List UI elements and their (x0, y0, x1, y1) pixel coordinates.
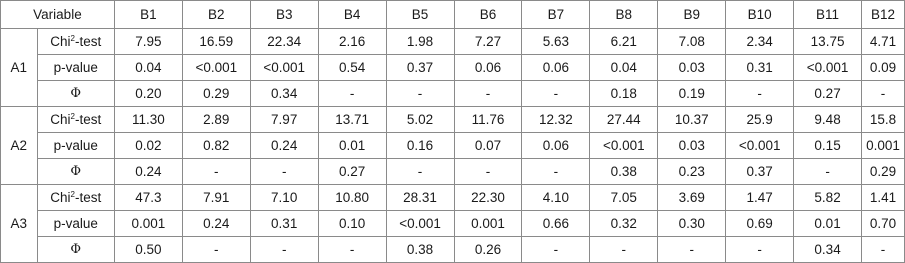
table-cell: <0.001 (794, 55, 862, 81)
table-cell: 0.70 (862, 211, 905, 237)
table-cell: 2.89 (182, 107, 250, 133)
table-cell: - (658, 237, 726, 263)
chi-superscript: 2 (70, 33, 75, 43)
table-cell: - (522, 81, 590, 107)
table-cell: 7.10 (250, 185, 318, 211)
table-cell: - (794, 159, 862, 185)
table-cell: 0.04 (590, 55, 658, 81)
table-cell: 7.91 (182, 185, 250, 211)
table-cell: 10.80 (318, 185, 386, 211)
table-cell: 0.18 (590, 81, 658, 107)
column-header: B10 (726, 1, 794, 29)
table-cell: 0.24 (250, 133, 318, 159)
chi-suffix: -test (74, 33, 102, 49)
column-header: B12 (862, 1, 905, 29)
column-header: B2 (182, 1, 250, 29)
column-header: B11 (794, 1, 862, 29)
metric-label-p-value: p-value (37, 211, 114, 237)
table-cell: 0.01 (318, 133, 386, 159)
phi-row (1, 159, 905, 185)
table-cell: 0.10 (318, 211, 386, 237)
table-cell: 0.82 (182, 133, 250, 159)
table-cell: 7.27 (454, 29, 522, 55)
table-cell: 0.09 (862, 55, 905, 81)
table-cell: 0.34 (250, 81, 318, 107)
table-cell: 0.24 (114, 159, 182, 185)
table-cell: 3.69 (658, 185, 726, 211)
table-cell: - (386, 81, 454, 107)
table-cell: 47.3 (114, 185, 182, 211)
table-cell: - (182, 237, 250, 263)
table-cell: 0.66 (522, 211, 590, 237)
table-cell: 0.29 (182, 81, 250, 107)
table-cell: 25.9 (726, 107, 794, 133)
table-cell: 0.19 (658, 81, 726, 107)
table-cell: - (726, 81, 794, 107)
metric-label-phi: Φ (37, 237, 114, 263)
column-header: B5 (386, 1, 454, 29)
table-cell: 1.98 (386, 29, 454, 55)
table-cell: 1.47 (726, 185, 794, 211)
table-cell: - (386, 159, 454, 185)
phi-row (1, 81, 905, 107)
table-cell: 2.34 (726, 29, 794, 55)
table-cell: 0.29 (862, 159, 905, 185)
metric-label-phi: Φ (37, 159, 114, 185)
table-cell: 0.38 (590, 159, 658, 185)
table-cell: - (862, 81, 905, 107)
table-cell: <0.001 (250, 55, 318, 81)
table-cell: - (590, 237, 658, 263)
table-cell: 0.02 (114, 133, 182, 159)
table-cell: 0.27 (318, 159, 386, 185)
table-cell: 0.69 (726, 211, 794, 237)
table-cell: 12.32 (522, 107, 590, 133)
column-header: B3 (250, 1, 318, 29)
table-cell: 0.06 (454, 55, 522, 81)
chi-square-row (1, 29, 905, 55)
chi-square-row (1, 107, 905, 133)
table-cell: 0.15 (794, 133, 862, 159)
table-cell: 0.20 (114, 81, 182, 107)
table-cell: - (182, 159, 250, 185)
table-cell: - (862, 237, 905, 263)
table-cell: 10.37 (658, 107, 726, 133)
table-cell: 13.75 (794, 29, 862, 55)
table-cell: - (522, 237, 590, 263)
table-cell: <0.001 (726, 133, 794, 159)
metric-label-chi-square (37, 107, 114, 133)
table-cell: 0.06 (522, 55, 590, 81)
table-cell: 22.34 (250, 29, 318, 55)
table-cell: - (726, 237, 794, 263)
table-cell: 5.82 (794, 185, 862, 211)
table-cell: 0.27 (794, 81, 862, 107)
table-cell: - (454, 81, 522, 107)
chi-superscript: 2 (70, 189, 75, 199)
column-header: B9 (658, 1, 726, 29)
table-cell: - (250, 237, 318, 263)
table-cell: 0.34 (794, 237, 862, 263)
table-cell: 7.08 (658, 29, 726, 55)
table-cell: 0.37 (726, 159, 794, 185)
table-cell: 0.03 (658, 133, 726, 159)
table-cell: 22.30 (454, 185, 522, 211)
table-cell: 0.01 (794, 211, 862, 237)
table-cell: <0.001 (182, 55, 250, 81)
column-header: B4 (318, 1, 386, 29)
metric-label-phi: Φ (37, 81, 114, 107)
metric-label-p-value: p-value (37, 55, 114, 81)
table-cell: <0.001 (386, 211, 454, 237)
table-cell: 0.001 (862, 133, 905, 159)
table-cell: 0.07 (454, 133, 522, 159)
chi-square-row (1, 185, 905, 211)
table-cell: 7.05 (590, 185, 658, 211)
table-cell: 0.23 (658, 159, 726, 185)
table-cell: 4.71 (862, 29, 905, 55)
table-cell: 27.44 (590, 107, 658, 133)
table-cell: 0.38 (386, 237, 454, 263)
metric-label-p-value: p-value (37, 133, 114, 159)
table-cell: <0.001 (590, 133, 658, 159)
table-cell: 16.59 (182, 29, 250, 55)
p-value-row (1, 211, 905, 237)
table-cell: 13.71 (318, 107, 386, 133)
table-cell: 11.30 (114, 107, 182, 133)
table-cell: 1.41 (862, 185, 905, 211)
table-cell: 0.04 (114, 55, 182, 81)
column-header: B6 (454, 1, 522, 29)
table-cell: 5.02 (386, 107, 454, 133)
chi-prefix: Chi (50, 111, 71, 127)
table-cell: 0.06 (522, 133, 590, 159)
table-cell: 0.32 (590, 211, 658, 237)
p-value-row (1, 133, 905, 159)
header-row (1, 1, 905, 29)
table-cell: 0.001 (454, 211, 522, 237)
table-cell: 0.24 (182, 211, 250, 237)
p-value-row (1, 55, 905, 81)
table-cell: 7.95 (114, 29, 182, 55)
chi-superscript: 2 (70, 111, 75, 121)
table-cell: 0.37 (386, 55, 454, 81)
chi-prefix: Chi (50, 33, 71, 49)
table-cell: 9.48 (794, 107, 862, 133)
chi-suffix: -test (74, 111, 102, 127)
column-header: B7 (522, 1, 590, 29)
table-cell: - (250, 159, 318, 185)
variable-header: Variable (1, 1, 115, 29)
table-cell: 0.16 (386, 133, 454, 159)
table-cell: 0.30 (658, 211, 726, 237)
table-cell: 0.001 (114, 211, 182, 237)
table-cell: 4.10 (522, 185, 590, 211)
metric-label-chi-square (37, 29, 114, 55)
chi-suffix: -test (74, 189, 102, 205)
table-cell: 0.50 (114, 237, 182, 263)
column-header: B8 (590, 1, 658, 29)
group-label: A3 (1, 185, 38, 263)
table-cell: 6.21 (590, 29, 658, 55)
phi-row (1, 237, 905, 263)
table-cell: - (454, 159, 522, 185)
metric-label-chi-square (37, 185, 114, 211)
table-cell: - (318, 81, 386, 107)
table-cell: - (318, 237, 386, 263)
table-body (1, 29, 905, 263)
group-label: A2 (1, 107, 38, 185)
table-cell: 2.16 (318, 29, 386, 55)
table-cell: 0.31 (250, 211, 318, 237)
group-label: A1 (1, 29, 38, 107)
column-header: B1 (114, 1, 182, 29)
table-cell: 15.8 (862, 107, 905, 133)
table-cell: - (522, 159, 590, 185)
table-cell: 7.97 (250, 107, 318, 133)
table-cell: 5.63 (522, 29, 590, 55)
table-cell: 0.54 (318, 55, 386, 81)
table-cell: 0.31 (726, 55, 794, 81)
table-cell: 28.31 (386, 185, 454, 211)
chi-prefix: Chi (50, 189, 71, 205)
table-cell: 11.76 (454, 107, 522, 133)
table-cell: 0.26 (454, 237, 522, 263)
table-cell: 0.03 (658, 55, 726, 81)
